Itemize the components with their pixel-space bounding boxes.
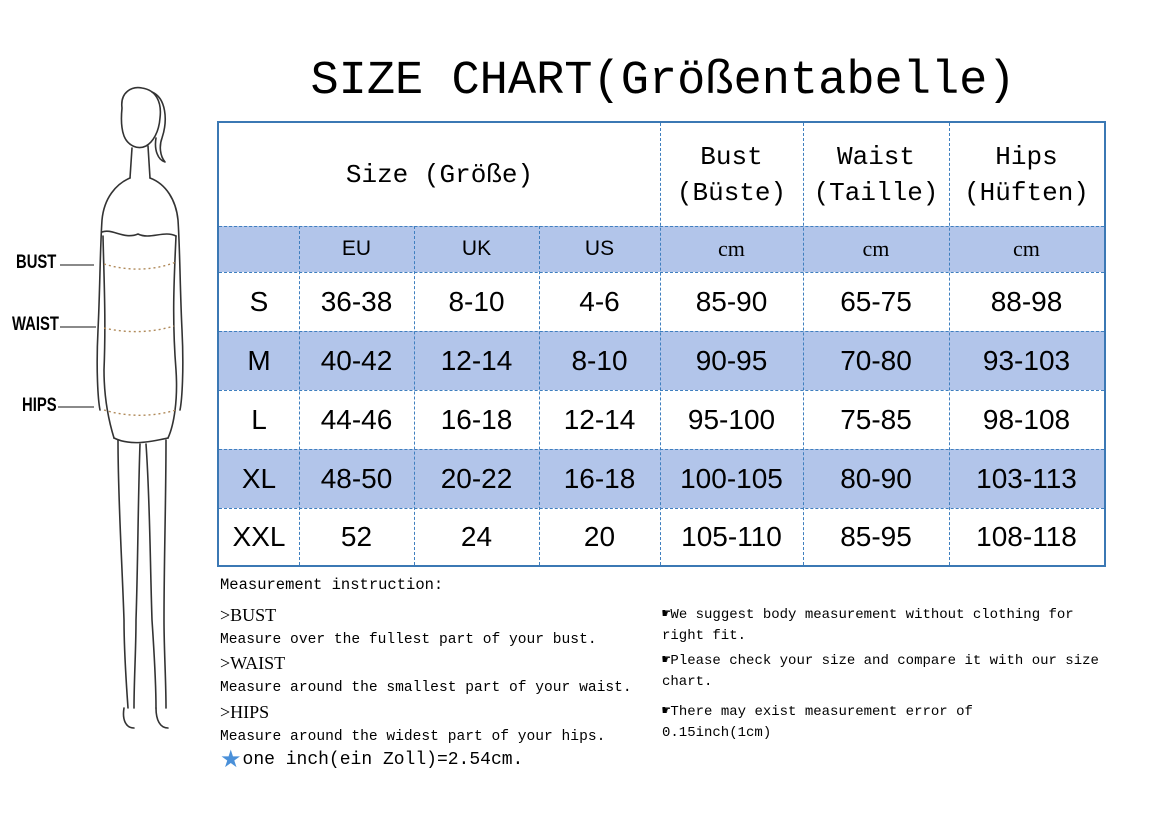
- us-header: US: [584, 237, 615, 260]
- star-icon: ★: [220, 746, 242, 773]
- waist-header-line1: Waist: [836, 141, 915, 172]
- body-figure-illustration: [0, 80, 215, 760]
- us-cell: 4-6: [579, 285, 620, 317]
- hips-label: HIPS: [22, 395, 57, 416]
- eu-cell: 40-42: [320, 344, 393, 376]
- eu-header: EU: [341, 237, 372, 260]
- waist-header: [803, 123, 949, 226]
- size-header: Size (Größe): [345, 159, 534, 190]
- eu-cell: 52: [340, 520, 373, 552]
- instruction-hips-text: Measure around the widest part of your hips.: [220, 729, 606, 745]
- bust-cell: 100-105: [680, 462, 783, 494]
- us-cell: 8-10: [571, 344, 628, 376]
- waist-cell: 85-95: [840, 520, 912, 552]
- waist-label: WAIST: [12, 314, 59, 335]
- tip-compare-size: ☛Please check your size and compare it with our size chart.: [662, 653, 1099, 690]
- bust-header: [660, 123, 803, 226]
- uk-cell: 24: [460, 520, 493, 552]
- bust-cell: 95-100: [687, 403, 776, 435]
- eu-cell: 36-38: [320, 285, 393, 317]
- waist-cell: 65-75: [840, 285, 912, 317]
- size-cell: XL: [241, 462, 277, 494]
- instruction-bust-label: >BUST: [220, 605, 277, 625]
- size-cell: XXL: [232, 520, 286, 552]
- inch-note-text: one inch(ein Zoll)=2.54cm.: [242, 750, 524, 770]
- bust-label: BUST: [16, 252, 57, 273]
- eu-cell: 48-50: [320, 462, 393, 494]
- size-cell: S: [249, 285, 269, 317]
- us-cell: 12-14: [563, 403, 636, 435]
- bust-header-line1: Bust: [700, 141, 763, 172]
- bust-cell: 105-110: [681, 520, 782, 552]
- bust-cell: 85-90: [695, 285, 768, 317]
- bust-cell: 90-95: [695, 344, 768, 376]
- inch-note: [220, 748, 523, 772]
- waist-header-line2: (Taille): [813, 177, 939, 208]
- hips-cell: 98-108: [982, 403, 1071, 435]
- hips-header-line1: Hips: [995, 141, 1058, 172]
- size-cell: L: [251, 403, 267, 435]
- hips-cell: 93-103: [982, 344, 1071, 376]
- size-chart-table: [217, 121, 1106, 567]
- waist-unit: cm: [862, 236, 890, 261]
- eu-cell: 44-46: [320, 403, 393, 435]
- body-outline-drawing: [0, 80, 215, 760]
- instruction-waist-label: >WAIST: [220, 653, 286, 673]
- hips-cell: 88-98: [990, 285, 1063, 317]
- hips-header: [949, 123, 1104, 226]
- uk-cell: 20-22: [440, 462, 513, 494]
- us-cell: 16-18: [563, 462, 636, 494]
- bust-unit: cm: [718, 236, 745, 261]
- uk-header: UK: [461, 237, 492, 260]
- instructions-heading: Measurement instruction:: [220, 576, 444, 594]
- hips-unit: cm: [1013, 236, 1040, 261]
- size-cell: M: [247, 344, 271, 376]
- us-cell: 20: [583, 520, 616, 552]
- hips-cell: 103-113: [976, 462, 1077, 494]
- instruction-waist-text: Measure around the smallest part of your waist.: [220, 680, 632, 696]
- tip-measurement-error: ☛There may exist measurement error of 0.15inch(1cm): [662, 704, 973, 741]
- uk-cell: 8-10: [448, 285, 505, 317]
- bust-header-line2: (Büste): [676, 177, 787, 208]
- instruction-hips-label: >HIPS: [220, 702, 270, 722]
- uk-cell: 12-14: [440, 344, 513, 376]
- uk-cell: 16-18: [440, 403, 513, 435]
- waist-cell: 70-80: [840, 344, 912, 376]
- hips-cell: 108-118: [976, 520, 1077, 552]
- hips-header-line2: (Hüften): [964, 177, 1089, 208]
- page-title: SIZE CHART(Größentabelle): [310, 55, 1016, 108]
- tip-measure-without-clothing: ☛We suggest body measurement without clothing for right fit.: [662, 607, 1074, 644]
- waist-cell: 75-85: [840, 403, 912, 435]
- waist-cell: 80-90: [840, 462, 912, 494]
- instruction-bust-text: Measure over the fullest part of your bust.: [220, 632, 597, 648]
